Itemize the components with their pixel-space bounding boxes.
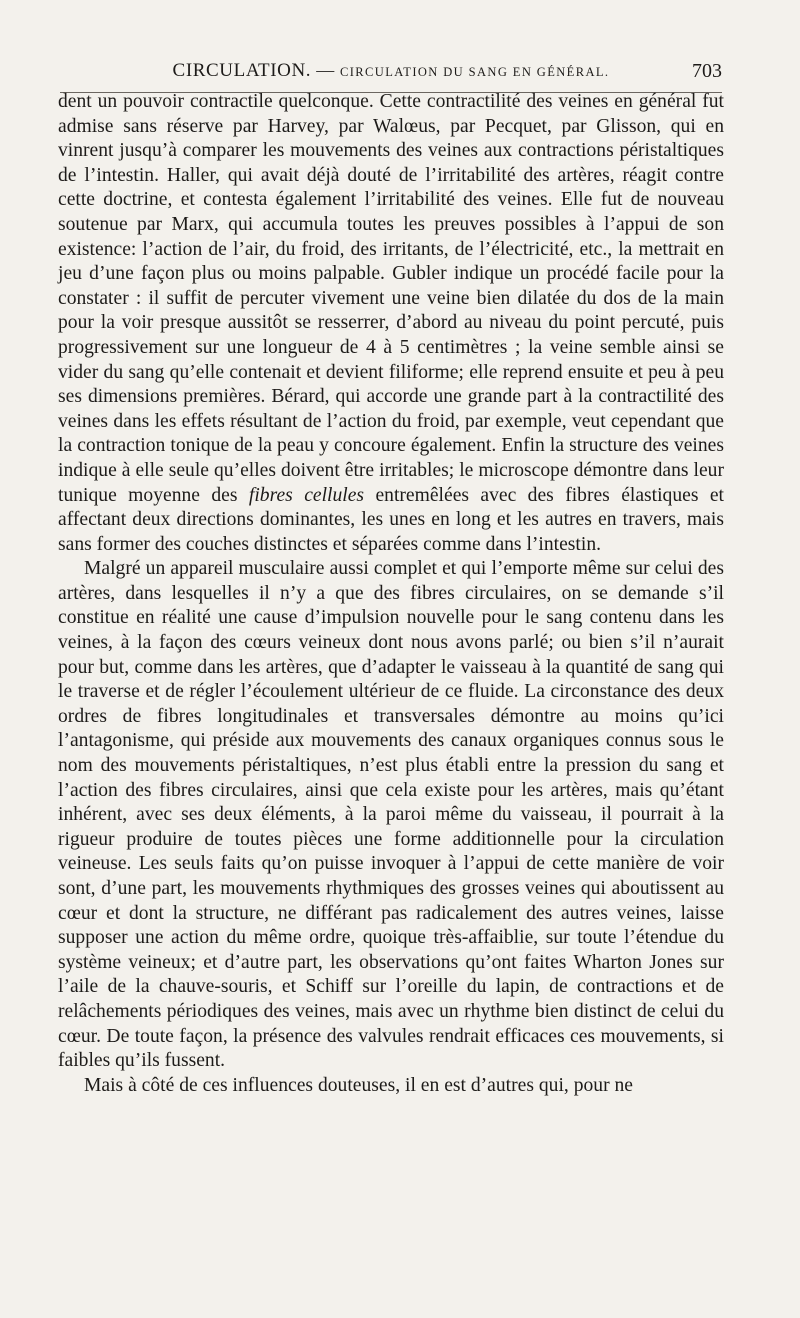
paragraph-2: Malgré un appareil musculaire aussi complet et qui l’emporte même sur celui des artères, dans lesquelles il n’y a que des fibres circulaires, on se demande s’il constitue en réalité une cause d’impulsion nouvelle pour le sang contenu dans les veines, à la façon des cœurs veineux dont nous avons parlé; ou bien s’il n’aurait pour but, comme dans les artères, que d’adapter le vaisseau à la quantité de sang qui le traverse et de régler l’écoulement ultérieur de ce fluide. La circonstance des deux ordres de fibres longitudinales et transversales démontre au moins qu’ici l’antagonisme, qui préside aux mouvements des canaux organiques connus sous le nom des mouvements péristaltiques, n’est plus établi entre la pression du sang et l’action des fibres circulaires, ainsi que cela existe pour les artères, mais qu’étant inhérent, avec ses deux éléments, à la paroi même du vaisseau, il pourrait à la rigueur produire de toutes pièces une forme additionnelle pour la circulation veineuse. Les seuls faits qu’on puisse invoquer à l’appui de cette manière de voir sont, d’une part, les mouvements rhythmiques des grosses veines qui aboutissent au cœur et dont la structure, ne différant pas radicalement des autres veines, laisse supposer une action du même ordre, quoique très-affaiblie, sur toute l’étendue du système veineux; et d’autre part, les observations qu’ont faites Wharton Jones sur l’aile de la chauve-souris, et Schiff sur l’oreille du lapin, de contractions et de relâchements périodiques des veines, mais avec un rhythme bien distinct de celui du cœur. De toute façon, la présence des valvules rendrait efficaces ces mouvements, si faibles qu’ils fussent. (58, 558, 724, 1072)
section-title: CIRCULATION. (172, 60, 312, 81)
paragraph-1-text-continued: entremêlées avec des fibres élastiques et affectant deux directions dominantes, les unes en long et les autres en travers, mais sans former des couches distinctes et séparées comme dans l’intestin. (58, 484, 724, 555)
subsection-title: CIRCULATION DU SANG EN GÉNÉRAL. (340, 65, 610, 79)
page-number: 703 (692, 60, 722, 82)
body-text (58, 90, 724, 1098)
paragraph-1-text: dent un pouvoir contractile quelconque. Cette contractilité des veines en général fut admise sans réserve par Harvey, par Walœus, par Pecquet, par Glisson, qui en vinrent jusqu’à comparer les mouvements des veines aux contractions péristaltiques de l’intestin. Haller, qui avait déjà douté de l’irritabilité des artères, réagit contre cette doctrine, et contesta également l’irritabilité des veines. Elle fut de nouveau soutenue par Marx, qui accumula toutes les preuves possibles à l’appui de son existence: l’action de l’air, du froid, des irritants, de l’électricité, etc., la mettrait en jeu d’une façon plus ou moins palpable. Gubler indique un procédé facile pour la constater : il suffit de percuter vivement une veine bien dilatée du dos de la main pour la voir presque aussitôt se resserrer, d’abord au niveau du point percuté, puis progressivement sur une longueur de 4 à 5 centimètres ; la veine semble ainsi se vider du sang qu’elle contenait et devient filiforme; elle reprend ensuite et peu à peu ses dimensions premières. Bérard, qui accorde une grande part à la contractilité des veines dans les effets résultant de l’action du froid, par exemple, veut cependant que la contraction tonique de la peau y concoure également. Enfin la structure des veines indique à elle seule qu’elles doivent être irritables; le microscope démontre dans leur tunique moyenne des (58, 91, 724, 506)
emphasis-fibres-cellules: fibres cellules (248, 484, 365, 506)
title-separator: — (316, 60, 335, 80)
paragraph-1 (58, 90, 724, 557)
running-header (60, 56, 722, 93)
running-title (60, 60, 722, 82)
paragraph-3: Mais à côté de ces influences douteuses, il en est d’autres qui, pour ne (84, 1074, 633, 1096)
